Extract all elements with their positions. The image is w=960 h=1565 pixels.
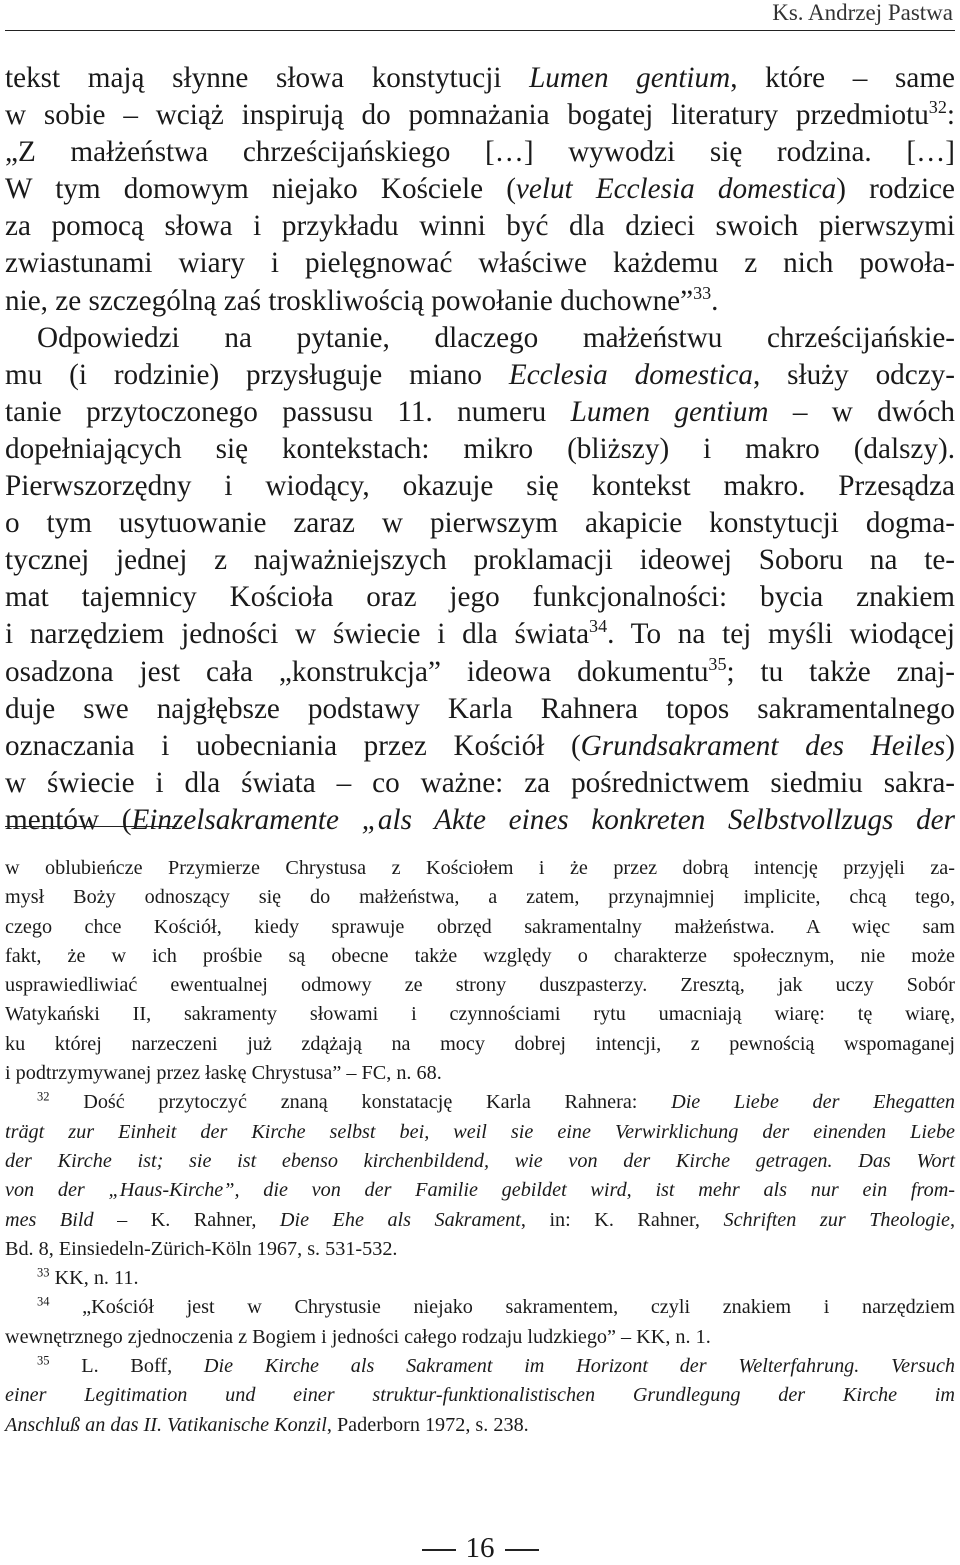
text-segment: dopełniających się kontekstach: mikro (bliższy) i makro (dalszy). xyxy=(5,432,955,465)
text-segment: fakt, że w ich prośbie są obecne także względy o charakterze społecznym, nie może xyxy=(5,944,955,967)
footnote-line xyxy=(5,854,955,883)
main-text-line xyxy=(5,283,955,320)
text-segment: . xyxy=(711,284,719,317)
text-segment: „Z małżeństwa chrześcijańskiego […] wywodzi się rodzina. […] xyxy=(5,136,955,169)
italic-segment: einer Legitimation und einer struktur-funktionalistischen Grundlegung der Kirche im xyxy=(5,1384,955,1407)
text-segment: w sobie – wciąż inspirują do pomnażania bogatej literatury przedmiotu xyxy=(5,99,929,132)
text-segment: w oblubieńcze Przymierze Chrystusa z Kościołem i że przez dobrą intencję przyjęli za- xyxy=(5,857,955,879)
text-segment: wewnętrznego zjednoczenia z Bogiem i jedności całego rodzaju ludzkiego” – KK, n. 1. xyxy=(5,1325,711,1348)
text-segment: tycznej jednej z najważniejszych proklamacji ideowej Soboru na te- xyxy=(5,544,955,577)
italic-segment: Lumen gentium xyxy=(570,395,769,428)
footer-dash-right xyxy=(505,1549,539,1551)
text-segment: ) rodzice xyxy=(836,173,955,206)
footnote-line xyxy=(5,913,955,942)
footnote-line xyxy=(5,1293,955,1322)
italic-segment: mes Bild xyxy=(5,1208,94,1231)
main-text xyxy=(5,60,955,839)
paragraph-start: Odpowiedzi na pytanie, dlaczego małżeństwu chrześcijańskie- xyxy=(37,321,955,354)
footnote-reference: 35 xyxy=(708,653,727,674)
main-text-line xyxy=(5,394,955,431)
footnote-line xyxy=(5,1000,955,1029)
italic-segment: von der „Haus-Kirche”, die von der Familie gebildet wird, ist mehr als nur ein from- xyxy=(5,1179,955,1202)
page-number: 16 xyxy=(465,1532,495,1564)
main-text-line xyxy=(5,616,955,653)
text-segment: Pierwszorzędny i wiodący, okazuje się kontekst makro. Przesądza xyxy=(5,470,955,503)
main-text-line xyxy=(5,765,955,802)
text-segment: za pomocą słowa i przykładu winni być dla dzieci swoich pierwszymi xyxy=(5,210,955,243)
text-segment: tanie przytoczonego passusu 11. numeru xyxy=(5,395,571,428)
main-text-line xyxy=(5,171,955,208)
text-segment: i narzędziem jedności w świecie i dla świata xyxy=(5,618,590,651)
text-segment: , in: K. Rahner, xyxy=(520,1208,724,1231)
main-text-line xyxy=(5,691,955,728)
text-segment: w świecie i dla świata – co ważne: za pośrednictwem siedmiu sakra- xyxy=(5,766,955,799)
main-text-line xyxy=(5,97,955,134)
footnote-line xyxy=(5,1118,955,1147)
italic-segment: Einzelsakramente „als Akte eines konkreten Selbstvollzugs der xyxy=(131,803,955,836)
italic-segment: Schriften zur Theologie xyxy=(723,1208,950,1231)
text-segment: – w dwóch xyxy=(768,395,955,428)
main-text-line xyxy=(5,134,955,171)
main-text-line xyxy=(5,654,955,691)
main-text-line xyxy=(5,579,955,616)
text-segment: : xyxy=(946,99,955,132)
footnote-reference: 34 xyxy=(589,616,608,637)
italic-segment: Grundsakrament des Heiles xyxy=(580,729,946,762)
text-segment: Watykański II, sakramenty słowami i czynnościami rytu umacniają wiarę: tę wiarę, xyxy=(5,1003,955,1026)
footnote-number: 35 xyxy=(37,1353,50,1368)
footnote-line xyxy=(5,1030,955,1059)
main-text-line xyxy=(5,468,955,505)
text-segment: Dość przytoczyć znaną konstatację Karla Rahnera: xyxy=(83,1091,672,1114)
text-segment: , xyxy=(949,1208,955,1231)
main-text-line xyxy=(5,357,955,394)
footnote-reference: 32 xyxy=(928,96,947,117)
text-segment: – K. Rahner, xyxy=(93,1208,280,1231)
text-segment: „Kościół jest w Chrystusie niejako sakramentem, czyli znakiem i narzędziem xyxy=(82,1296,956,1319)
main-text-line xyxy=(5,431,955,468)
footnote-number: 32 xyxy=(37,1089,50,1104)
footnote-line xyxy=(5,942,955,971)
text-segment: ) xyxy=(945,729,955,762)
text-segment: W tym domowym niejako Kościele ( xyxy=(5,173,516,206)
main-text-line xyxy=(5,728,955,765)
text-segment: tekst mają słynne słowa konstytucji xyxy=(5,62,530,94)
text-segment: osadzona jest cała „konstrukcja” ideowa dokumentu xyxy=(5,655,709,688)
text-segment: , służy odczy- xyxy=(752,358,955,391)
running-header xyxy=(5,0,955,31)
footnote-line xyxy=(5,971,955,1000)
text-segment: oznaczania i uobecniania przez Kościół ( xyxy=(5,729,581,762)
footnote-line xyxy=(5,1323,955,1352)
text-segment: mysł Boży odnoszący się do małżeństwa, a zatem, przynajmniej implicite, chcą tego, xyxy=(5,886,955,909)
text-segment: KK, n. 11. xyxy=(54,1267,139,1290)
italic-segment: Die Liebe der Ehegatten xyxy=(671,1091,955,1114)
text-segment: duje swe najgłębsze podstawy Karla Rahnera topos sakramentalnego xyxy=(5,692,955,725)
main-text-line xyxy=(5,505,955,542)
text-segment: ku której narzeczeni już zdążają na mocy dobrej intencji, z pewnością wspomaganej xyxy=(5,1032,955,1055)
main-text-line xyxy=(5,208,955,245)
italic-segment: Ecclesia domestica xyxy=(508,358,753,391)
italic-segment: Die Ehe als Sakrament xyxy=(279,1208,521,1231)
text-segment: mentów ( xyxy=(5,803,132,836)
italic-segment: Lumen gentium xyxy=(529,62,731,94)
text-segment: i podtrzymywanej przez łaskę Chrystusa” – FC, n. 68. xyxy=(5,1062,442,1085)
text-segment: , które – same xyxy=(730,62,955,94)
main-text-line xyxy=(5,320,955,357)
footnote-line xyxy=(5,1059,955,1088)
main-text-line xyxy=(5,802,955,839)
footnote-number: 33 xyxy=(37,1265,50,1280)
footnote-line xyxy=(5,1088,955,1117)
text-segment: nie, ze szczególną zaś troskliwością powołanie duchowne” xyxy=(5,284,694,317)
text-segment: Bd. 8, Einsiedeln-Zürich-Köln 1967, s. 531-532. xyxy=(5,1237,398,1260)
italic-segment: der Kirche ist; sie ist ebenso kirchenbildend, wie von der Kirche getragen. Das Wort xyxy=(5,1149,955,1172)
text-segment: usprawiedliwiać ewentualnej odmowy ze strony duszpasterzy. Zresztą, jak uczy Sobór xyxy=(5,974,955,997)
text-segment: mu (i rodzinie) przysługuje miano xyxy=(5,358,509,391)
italic-segment: Die Kirche als Sakrament im Horizont der Welterfahrung. Versuch xyxy=(203,1355,955,1378)
footnote-line xyxy=(5,1264,955,1293)
main-text-line xyxy=(5,542,955,579)
footnote-line xyxy=(5,1176,955,1205)
text-segment: o tym usytuowanie zaraz w pierwszym akapicie konstytucji dogma- xyxy=(5,507,955,540)
text-segment: mat tajemnicy Kościoła oraz jego funkcjonalności: bycia znakiem xyxy=(5,581,955,614)
running-header-author: Ks. Andrzej Pastwa xyxy=(772,0,953,25)
footnote-separator xyxy=(5,826,177,827)
footnote-line xyxy=(5,1206,955,1235)
text-segment: , Paderborn 1972, s. 238. xyxy=(326,1413,529,1436)
text-segment: . To na tej myśli wiodącej xyxy=(607,618,955,651)
footnote-line xyxy=(5,1235,955,1264)
page-footer xyxy=(0,1532,960,1565)
footnote-number: 34 xyxy=(37,1294,50,1309)
footnote-line xyxy=(5,1147,955,1176)
main-text-line xyxy=(5,245,955,282)
footnote-line xyxy=(5,1411,955,1440)
text-segment: L. Boff, xyxy=(81,1355,204,1378)
main-text-line xyxy=(5,60,955,97)
footnotes xyxy=(5,854,955,1440)
footnote-reference: 33 xyxy=(693,282,712,303)
footnote-line xyxy=(5,1352,955,1381)
footnote-line xyxy=(5,883,955,912)
italic-segment: trägt zur Einheit der Kirche selbst bei, weil sie eine Verwirklichung der einenden Liebe xyxy=(5,1120,955,1143)
text-segment: ; tu także znaj- xyxy=(726,655,955,688)
italic-segment: velut Ecclesia domestica xyxy=(515,173,837,206)
footer-dash-left xyxy=(422,1549,456,1551)
italic-segment: Anschluß an das II. Vatikanische Konzil xyxy=(5,1413,327,1436)
footnote-line xyxy=(5,1381,955,1410)
text-segment: czego chce Kościół, kiedy sprawuje obrzęd sakramentalny małżeństwa. A więc sam xyxy=(5,915,955,938)
text-segment: zwiastunami wiary i pielęgnować właściwe każdemu z nich powoła- xyxy=(5,247,955,280)
